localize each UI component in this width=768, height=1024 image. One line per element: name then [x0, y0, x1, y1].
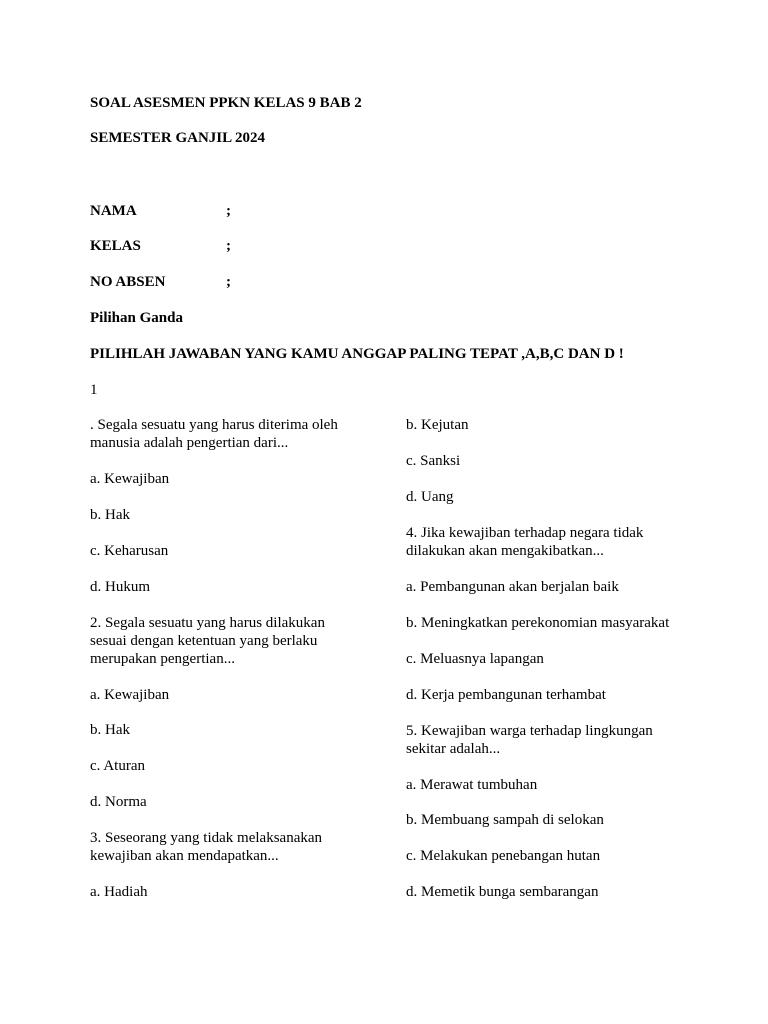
question-5-text: 5. Kewajiban warga terhadap lingkungan sekitar adalah...: [406, 723, 653, 757]
q5-option-d: d. Memetik bunga sembarangan: [406, 884, 599, 900]
q5-option-c: c. Melakukan penebangan hutan: [406, 848, 601, 864]
q2-option-d: d. Norma: [90, 794, 147, 810]
identity-label-kelas: KELAS: [90, 238, 141, 254]
q3-option-d: d. Uang: [406, 489, 454, 505]
q3-option-b: b. Kejutan: [406, 417, 469, 433]
q3-option-a: a. Hadiah: [90, 884, 148, 900]
q1-option-d: d. Hukum: [90, 579, 150, 595]
question-2-text: 2. Segala sesuatu yang harus dilakukan sesuai dengan ketentuan yang berlaku merupakan pengertian...: [90, 615, 325, 667]
q2-option-a: a. Kewajiban: [90, 687, 170, 703]
q5-option-a: a. Merawat tumbuhan: [406, 777, 538, 793]
instruction-text: PILIHLAH JAWABAN YANG KAMU ANGGAP PALING TEPAT ,A,B,C DAN D !: [90, 346, 624, 362]
q2-option-b: b. Hak: [90, 722, 130, 738]
q3-option-c: c. Sanksi: [406, 453, 461, 469]
q4-option-d: d. Kerja pembangunan terhambat: [406, 687, 606, 703]
identity-sep-kelas: ;: [226, 238, 231, 254]
q4-option-a: a. Pembangunan akan berjalan baik: [406, 579, 619, 595]
document-title: SOAL ASESMEN PPKN KELAS 9 BAB 2: [90, 95, 362, 111]
section-title: Pilihan Ganda: [90, 310, 183, 326]
q5-option-b: b. Membuang sampah di selokan: [406, 812, 604, 828]
q1-option-a: a. Kewajiban: [90, 471, 170, 487]
identity-sep-nama: ;: [226, 203, 231, 219]
question-3-text: 3. Seseorang yang tidak melaksanakan kewajiban akan mendapatkan...: [90, 830, 323, 864]
question-1-text: . Segala sesuatu yang harus diterima oleh manusia adalah pengertian dari...: [90, 417, 338, 451]
q1-option-b: b. Hak: [90, 507, 130, 523]
question-4-text: 4. Jika kewajiban terhadap negara tidak dilakukan akan mengakibatkan...: [406, 525, 644, 559]
identity-sep-no-absen: ;: [226, 274, 231, 290]
q4-option-b: b. Meningkatkan perekonomian masyarakat: [406, 615, 670, 631]
q2-option-c: c. Aturan: [90, 758, 145, 774]
identity-label-nama: NAMA: [90, 203, 137, 219]
semester-label: SEMESTER GANJIL 2024: [90, 130, 266, 146]
identity-label-no-absen: NO ABSEN: [90, 274, 166, 290]
question-number: 1: [90, 382, 98, 398]
q4-option-c: c. Meluasnya lapangan: [406, 651, 544, 667]
q1-option-c: c. Keharusan: [90, 543, 169, 559]
